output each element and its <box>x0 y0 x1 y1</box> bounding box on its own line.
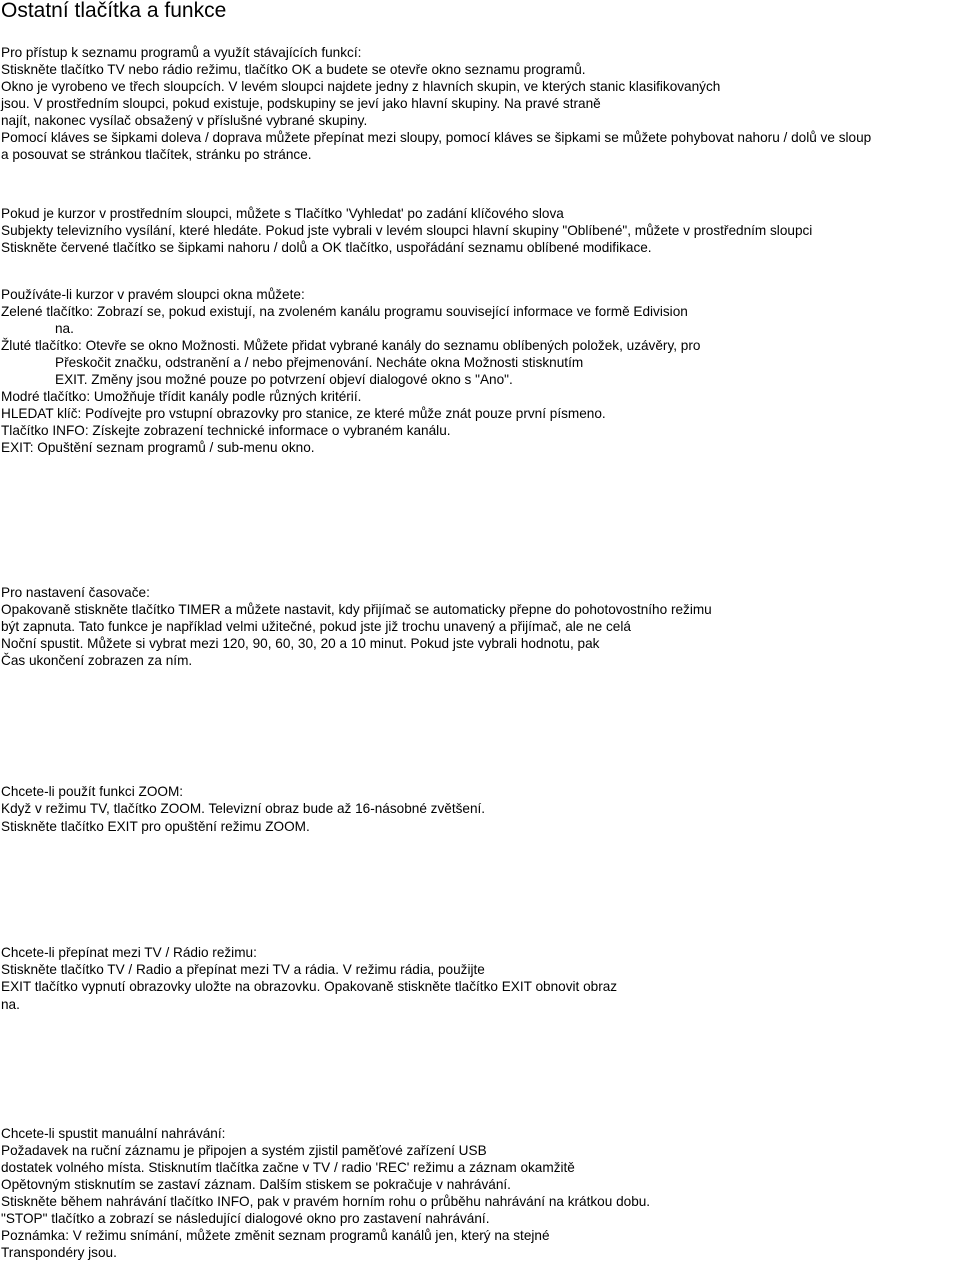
text-line: Chcete-li přepínat mezi TV / Rádio režimu: <box>1 945 257 960</box>
text-line: Pomocí kláves se šipkami doleva / doprava můžete přepínat mezi sloupy, pomocí kláves se šipkami se můžete pohybovat nahoru / dolů ve sloup <box>1 130 872 145</box>
text-line: na. <box>55 321 74 336</box>
text-line: Tlačítko INFO: Získejte zobrazení technické informace o vybraném kanálu. <box>1 423 451 438</box>
text-line: Opakovaně stiskněte tlačítko TIMER a můžete nastavit, kdy přijímač se automaticky přepne do pohotovostního režimu <box>1 602 712 617</box>
text-line: Poznámka: V režimu snímání, můžete změnit seznam programů kanálů jen, který na stejné <box>1 1228 550 1243</box>
text-line: Zelené tlačítko: Zobrazí se, pokud existují, na zvoleném kanálu programu související informace ve formě Edivision <box>1 304 688 319</box>
text-line: Přeskočit značku, odstranění a / nebo přejmenování. Necháte okna Možnosti stisknutím <box>55 355 584 370</box>
text-line: Pro přístup k seznamu programů a využít stávajících funkcí: <box>1 45 362 60</box>
text-line: Stiskněte červené tlačítko se šipkami nahoru / dolů a OK tlačítko, uspořádání seznamu oblíbené modifikace. <box>1 240 652 255</box>
text-line: Opětovným stisknutím se zastaví záznam. Dalším stiskem se pokračuje v nahrávání. <box>1 1177 511 1192</box>
text-line: Požadavek na ruční záznamu je připojen a systém zjistil paměťové zařízení USB <box>1 1143 487 1158</box>
text-line: Subjekty televizního vysílání, které hledáte. Pokud jste vybrali v levém sloupci hlavní skupiny "Oblíbené", můžete v prostředním sloupci <box>1 223 813 238</box>
text-line: Stiskněte během nahrávání tlačítko INFO, pak v pravém horním rohu o průběhu nahrávání na krátkou dobu. <box>1 1194 651 1209</box>
text-line: Stiskněte tlačítko TV / Radio a přepínat mezi TV a rádia. V režimu rádia, použijte <box>1 962 485 977</box>
text-line: HLEDAT klíč: Podívejte pro vstupní obrazovky pro stanice, ze které může znát pouze první písmeno. <box>1 406 606 421</box>
page-title: Ostatní tlačítka a funkce <box>1 0 227 22</box>
text-line: Chcete-li spustit manuální nahrávání: <box>1 1126 226 1141</box>
text-line: Žluté tlačítko: Otevře se okno Možnosti. Můžete přidat vybrané kanály do seznamu oblíbených položek, uzávěry, pro <box>1 338 701 353</box>
text-line: na. <box>1 997 20 1012</box>
text-line: Používáte-li kurzor v pravém sloupci okna můžete: <box>1 287 305 302</box>
text-line: Stiskněte tlačítko EXIT pro opuštění režimu ZOOM. <box>1 819 310 834</box>
text-line: Pokud je kurzor v prostředním sloupci, můžete s Tlačítko 'Vyhledat' po zadání klíčového slova <box>1 206 564 221</box>
text-line: najít, nakonec vysílač obsažený v příslušné vybrané skupiny. <box>1 113 368 128</box>
text-line: Stiskněte tlačítko TV nebo rádio režimu, tlačítko OK a budete se otevře okno seznamu programů. <box>1 62 586 77</box>
text-line: Transpondéry jsou. <box>1 1245 117 1260</box>
text-line: EXIT. Změny jsou možné pouze po potvrzení objeví dialogové okno s "Ano". <box>55 372 513 387</box>
text-line: dostatek volného místa. Stisknutím tlačítka začne v TV / radio 'REC' režimu a záznam okamžitě <box>1 1160 575 1175</box>
text-line: Modré tlačítko: Umožňuje třídit kanály podle různých kritérií. <box>1 389 362 404</box>
text-line: Čas ukončení zobrazen za ním. <box>1 653 193 668</box>
text-line: Když v režimu TV, tlačítko ZOOM. Televizní obraz bude až 16-násobné zvětšení. <box>1 801 486 816</box>
text-line: a posouvat se stránkou tlačítek, stránku po stránce. <box>1 147 312 162</box>
text-line: Okno je vyrobeno ve třech sloupcích. V levém sloupci najdete jedny z hlavních skupin, ve kterých stanic klasifikovaných <box>1 79 721 94</box>
text-line: "STOP" tlačítko a zobrazí se následující dialogové okno pro zastavení nahrávání. <box>1 1211 490 1226</box>
text-line: EXIT: Opuštění seznam programů / sub-menu okno. <box>1 440 315 455</box>
text-line: jsou. V prostředním sloupci, pokud existuje, podskupiny se jeví jako hlavní skupiny. Na pravé straně <box>1 96 601 111</box>
text-line: EXIT tlačítko vypnutí obrazovky uložte na obrazovku. Opakovaně stiskněte tlačítko EXIT obnovit obraz <box>1 979 618 994</box>
text-line: Noční spustit. Můžete si vybrat mezi 120, 90, 60, 30, 20 a 10 minut. Pokud jste vybrali hodnotu, pak <box>1 636 600 651</box>
text-line: být zapnuta. Tato funkce je například velmi užitečné, pokud jste již trochu unavený a přijímač, ale ne celá <box>1 619 631 634</box>
text-line: Chcete-li použít funkci ZOOM: <box>1 784 184 799</box>
text-line: Pro nastavení časovače: <box>1 585 150 600</box>
